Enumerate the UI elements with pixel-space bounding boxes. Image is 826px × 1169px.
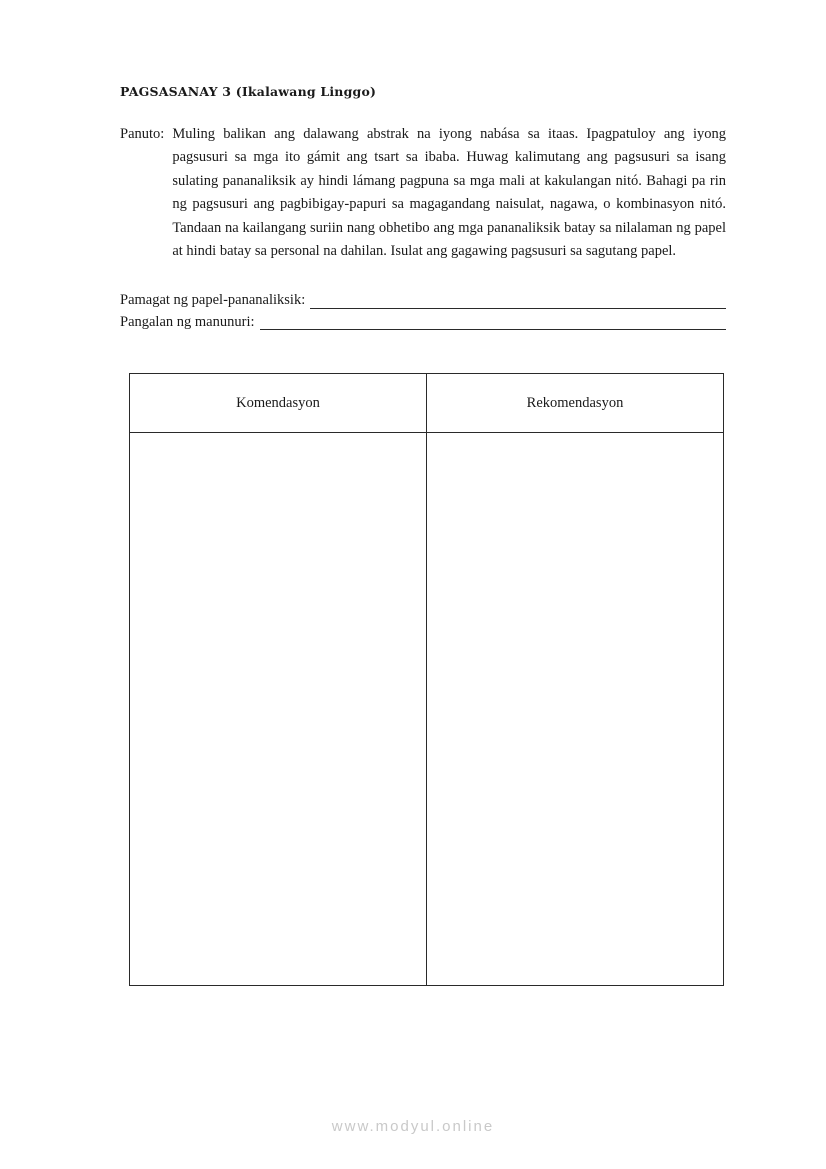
table-header-row [130, 374, 724, 433]
field-input-reviewer-name[interactable] [260, 315, 726, 330]
instruction-label: Panuto: [120, 126, 165, 142]
page-title: PAGSASANAY 3 (Ikalawang Linggo) [120, 84, 377, 99]
watermark: www.modyul.online [331, 1118, 495, 1135]
field-label-paper-title: Pamagat ng papel-pananaliksik: [120, 291, 306, 308]
instruction-block [120, 123, 726, 264]
page-content [120, 84, 726, 986]
table-header-komendasyon: Komendasyon [130, 374, 427, 433]
table-row [130, 433, 724, 986]
table-header-rekomendasyon: Rekomendasyon [427, 374, 724, 433]
fill-in-fields [120, 290, 726, 334]
instruction-text: Muling balikan ang dalawang abstrak na iyong nabása sa itaas. Ipagpatuloy ang iyong pagsusuri sa mga ito gámit ang tsart sa ibaba. Huwag kalimutang ang pagsusuri sa isang sulating pananaliksik ay hindi lámang pagpuna sa mga mali at kakulangan nitó. Bahagi pa rin ng pagsusuri ang pagbibigay-papuri sa magagandang naisulat, nagawa, o kombinasyon nitó. Tandaan na kailangang suriin nang obhetibo ang mga pananaliksik batay sa nilalaman ng papel at hindi batay sa personal na dahilan. Isulat ang gagawing pagsusuri sa sagutang papel. [172, 126, 726, 260]
field-label-reviewer-name: Pangalan ng manunuri: [120, 313, 255, 330]
table-cell-komendasyon[interactable] [130, 433, 427, 986]
analysis-table [129, 373, 724, 986]
field-input-paper-title[interactable] [310, 294, 726, 309]
table-cell-rekomendasyon[interactable] [427, 433, 724, 986]
chart-container [120, 373, 726, 986]
field-row-paper-title [120, 290, 726, 312]
field-row-reviewer-name [120, 312, 726, 334]
